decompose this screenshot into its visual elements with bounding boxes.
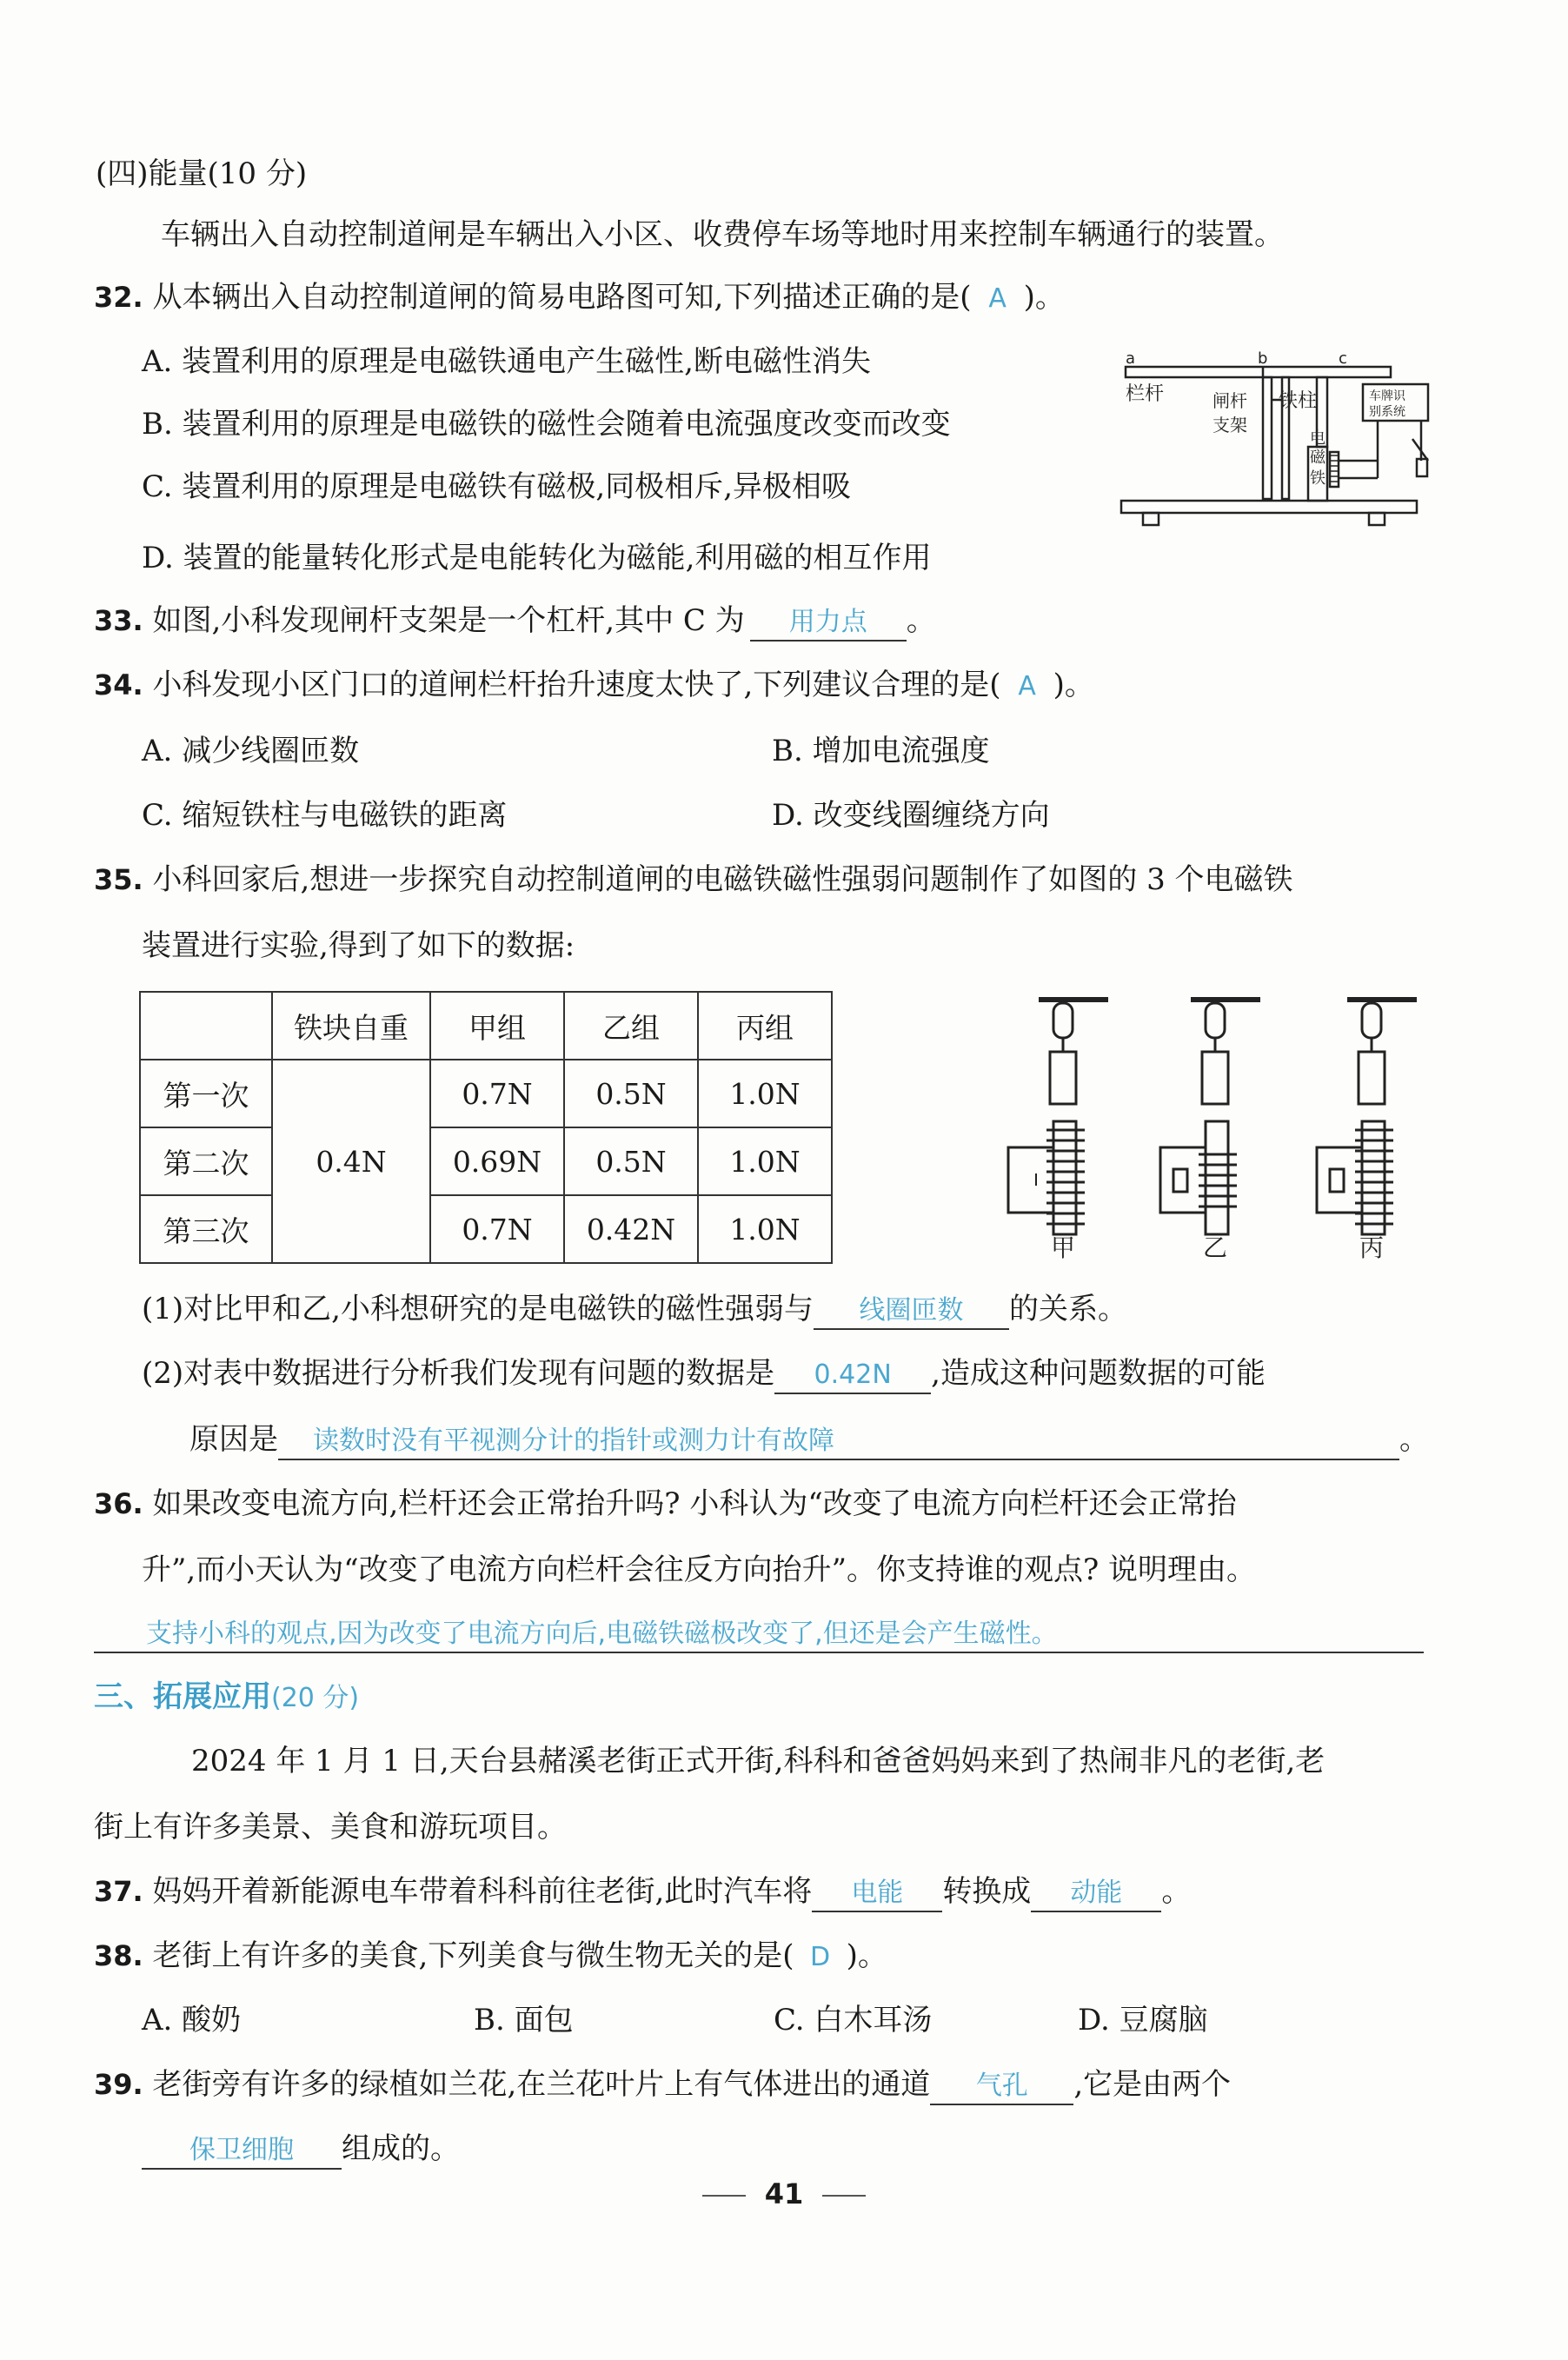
- sub-question-end: 的关系。: [1008, 1292, 1127, 1326]
- page-number: [0, 2177, 1568, 2210]
- table-cell: 1.0N: [698, 1195, 832, 1263]
- question-stem: 老街旁有许多的绿植如兰花,在兰花叶片上有气体进出的通道: [152, 2067, 931, 2102]
- section-score: (20 分): [271, 1683, 360, 1713]
- table-row: [140, 1195, 832, 1263]
- label-magnet-3: 铁: [1310, 469, 1325, 488]
- sub-question-2: [142, 1354, 1266, 1394]
- question-33: [94, 602, 936, 642]
- divider: [702, 2195, 746, 2197]
- option-b: B. 装置利用的原理是电磁铁的磁性会随着电流强度改变而改变: [142, 407, 951, 442]
- answer-blank: 读数时没有平视测分计的指针或测力计有故障: [278, 1424, 1399, 1460]
- question-38: [94, 1937, 887, 1977]
- question-end: 组成的。: [342, 2131, 460, 2166]
- option-b: B. 增加电流强度: [772, 734, 990, 768]
- sub-question-stem: (1)对比甲和乙,小科想研究的是电磁铁的磁性强弱与: [142, 1292, 814, 1326]
- question-number: 35.: [94, 863, 143, 896]
- question-32: [94, 278, 1065, 318]
- table-cell: 1.0N: [698, 1060, 832, 1127]
- label-bar: 栏杆: [1126, 383, 1165, 405]
- barrier-gate-diagram: [1117, 348, 1438, 530]
- label-yi: 乙: [1202, 1233, 1228, 1260]
- question-stem-cont: 升”,而小天认为“改变了电流方向栏杆会往反方向抬升”。你支持谁的观点? 说明理由。: [142, 1552, 1256, 1587]
- question-end: 。: [1161, 1874, 1192, 1909]
- option-d: D. 改变线圈缠绕方向: [772, 798, 1050, 833]
- sub-question-1: [142, 1290, 1127, 1330]
- question-stem: 如图,小科发现闸杆支架是一个杠杆,其中 C 为: [152, 603, 745, 638]
- question-37: [94, 1872, 1191, 1912]
- question-stem-end: )。: [846, 1938, 887, 1973]
- data-table: [139, 991, 833, 1264]
- sub-question-cont: ,造成这种问题数据的可能: [931, 1356, 1266, 1391]
- question-number: 36.: [94, 1487, 143, 1520]
- sub-question-stem: (2)对表中数据进行分析我们发现有问题的数据是: [142, 1356, 775, 1391]
- label-jia: 甲: [1050, 1233, 1076, 1260]
- table-cell: 1.0N: [698, 1127, 832, 1195]
- label-box-1: 车牌识: [1369, 389, 1405, 403]
- label-a: a: [1126, 349, 1136, 368]
- answer-blank-1: 气孔: [930, 2069, 1073, 2105]
- section-intro: 2024 年 1 月 1 日,天台县赭溪老街正式开街,科科和爸爸妈妈来到了热闹非凡的老街,老: [191, 1744, 1325, 1778]
- sub-question-2-reason: [189, 1420, 1429, 1460]
- question-end: 。: [906, 603, 936, 638]
- question-stem: 小科发现小区门口的道闸栏杆抬升速度太快了,下列建议合理的是(: [152, 668, 1001, 702]
- option-a: A. 装置利用的原理是电磁铁通电产生磁性,断电磁性消失: [142, 344, 871, 379]
- table-cell: 0.7N: [430, 1195, 564, 1263]
- option-c: C. 白木耳汤: [774, 2003, 933, 2038]
- question-stem-mid: 转换成: [942, 1874, 1032, 1909]
- question-number: 37.: [94, 1875, 143, 1908]
- question-number: 34.: [94, 668, 143, 701]
- label-box-2: 别系统: [1369, 405, 1405, 419]
- label-bracket-2: 支架: [1213, 415, 1247, 435]
- section-intro: 车辆出入自动控制道闸是车辆出入小区、收费停车场等地时用来控制车辆通行的装置。: [161, 217, 1284, 252]
- page-number-text: 41: [764, 2177, 804, 2210]
- table-cell: 0.5N: [564, 1060, 698, 1127]
- table-header: [140, 992, 272, 1060]
- answer-text: 支持小科的观点,因为改变了电流方向后,电磁铁磁极改变了,但还是会产生磁性。: [94, 1617, 1424, 1653]
- question-39: [94, 2065, 1231, 2105]
- table-header-row: [140, 992, 832, 1060]
- table-cell: 0.5N: [564, 1127, 698, 1195]
- table-cell: 第二次: [140, 1127, 272, 1195]
- option-a: A. 酸奶: [142, 2003, 242, 2038]
- question-stem: 小科回家后,想进一步探究自动控制道闸的电磁铁磁性强弱问题制作了如图的 3 个电磁铁: [152, 862, 1293, 897]
- question-stem: 如果改变电流方向,栏杆还会正常抬升吗? 小科认为“改变了电流方向栏杆还会正常抬: [152, 1486, 1237, 1521]
- sub-question-end: 。: [1399, 1422, 1429, 1457]
- option-b: B. 面包: [474, 2003, 574, 2038]
- table-header: 乙组: [564, 992, 698, 1060]
- question-stem-end: )。: [1023, 280, 1065, 315]
- question-number: 38.: [94, 1939, 143, 1972]
- answer-blank-2: 保卫细胞: [142, 2133, 342, 2170]
- question-36: [94, 1485, 1237, 1523]
- table-cell: 0.69N: [430, 1127, 564, 1195]
- question-number: 32.: [94, 281, 143, 314]
- answer-blank-2: 动能: [1031, 1876, 1161, 1912]
- question-39-cont: [142, 2130, 460, 2170]
- answer-blank-1: 电能: [812, 1876, 942, 1912]
- answer: A: [1018, 671, 1036, 701]
- label-pillar: 铁柱: [1279, 390, 1318, 412]
- option-c: C. 装置利用的原理是电磁铁有磁极,同极相斥,异极相吸: [142, 469, 852, 504]
- question-stem-cont: 装置进行实验,得到了如下的数据:: [142, 928, 575, 963]
- table-header: 丙组: [698, 992, 832, 1060]
- answer-blank: 用力点: [750, 605, 907, 642]
- table-row: [140, 1060, 832, 1127]
- question-number: 39.: [94, 2068, 143, 2101]
- label-c: c: [1339, 349, 1347, 368]
- option-d: D. 豆腐脑: [1078, 2003, 1208, 2038]
- answer: A: [988, 283, 1007, 314]
- electromagnet-figure: [956, 991, 1443, 1260]
- question-34: [94, 666, 1094, 706]
- table-cell: 0.42N: [564, 1195, 698, 1263]
- label-magnet-1: 电: [1310, 429, 1325, 448]
- question-stem: 老街上有许多的美食,下列美食与微生物无关的是(: [152, 1938, 794, 1973]
- label-bracket-1: 闸杆: [1213, 390, 1247, 411]
- option-d: D. 装置的能量转化形式是电能转化为磁能,利用磁的相互作用: [142, 541, 932, 575]
- answer-line: [94, 1613, 1424, 1653]
- question-stem: 从本辆出入自动控制道闸的简易电路图可知,下列描述正确的是(: [152, 280, 972, 315]
- divider: [822, 2195, 866, 2197]
- question-stem-cont: ,它是由两个: [1073, 2067, 1232, 2102]
- answer: D: [810, 1942, 831, 1972]
- question-35: [94, 861, 1293, 899]
- table-cell-weight: 0.4N: [272, 1060, 430, 1263]
- section-intro-cont: 街上有许多美景、美食和游玩项目。: [94, 1810, 567, 1845]
- reason-label: 原因是: [189, 1422, 278, 1457]
- table-header: 铁块自重: [272, 992, 430, 1060]
- question-stem-end: )。: [1053, 668, 1094, 702]
- question-number: 33.: [94, 604, 143, 637]
- section-title: (四)能量(10 分): [96, 156, 308, 191]
- section-title: [94, 1678, 359, 1718]
- table-cell: 第一次: [140, 1060, 272, 1127]
- question-stem: 妈妈开着新能源电车带着科科前往老街,此时汽车将: [152, 1874, 813, 1909]
- table-header: 甲组: [430, 992, 564, 1060]
- section-heading: 三、拓展应用: [94, 1679, 271, 1714]
- label-b: b: [1258, 349, 1268, 368]
- table-cell: 第三次: [140, 1195, 272, 1263]
- answer-blank: 线圈匝数: [814, 1293, 1009, 1330]
- answer-blank: 0.42N: [774, 1358, 931, 1394]
- option-c: C. 缩短铁柱与电磁铁的距离: [142, 798, 508, 833]
- option-a: A. 减少线圈匝数: [142, 734, 360, 768]
- label-magnet-2: 磁: [1310, 449, 1325, 467]
- table-row: [140, 1127, 832, 1195]
- table-cell: 0.7N: [430, 1060, 564, 1127]
- label-bing: 丙: [1359, 1233, 1385, 1260]
